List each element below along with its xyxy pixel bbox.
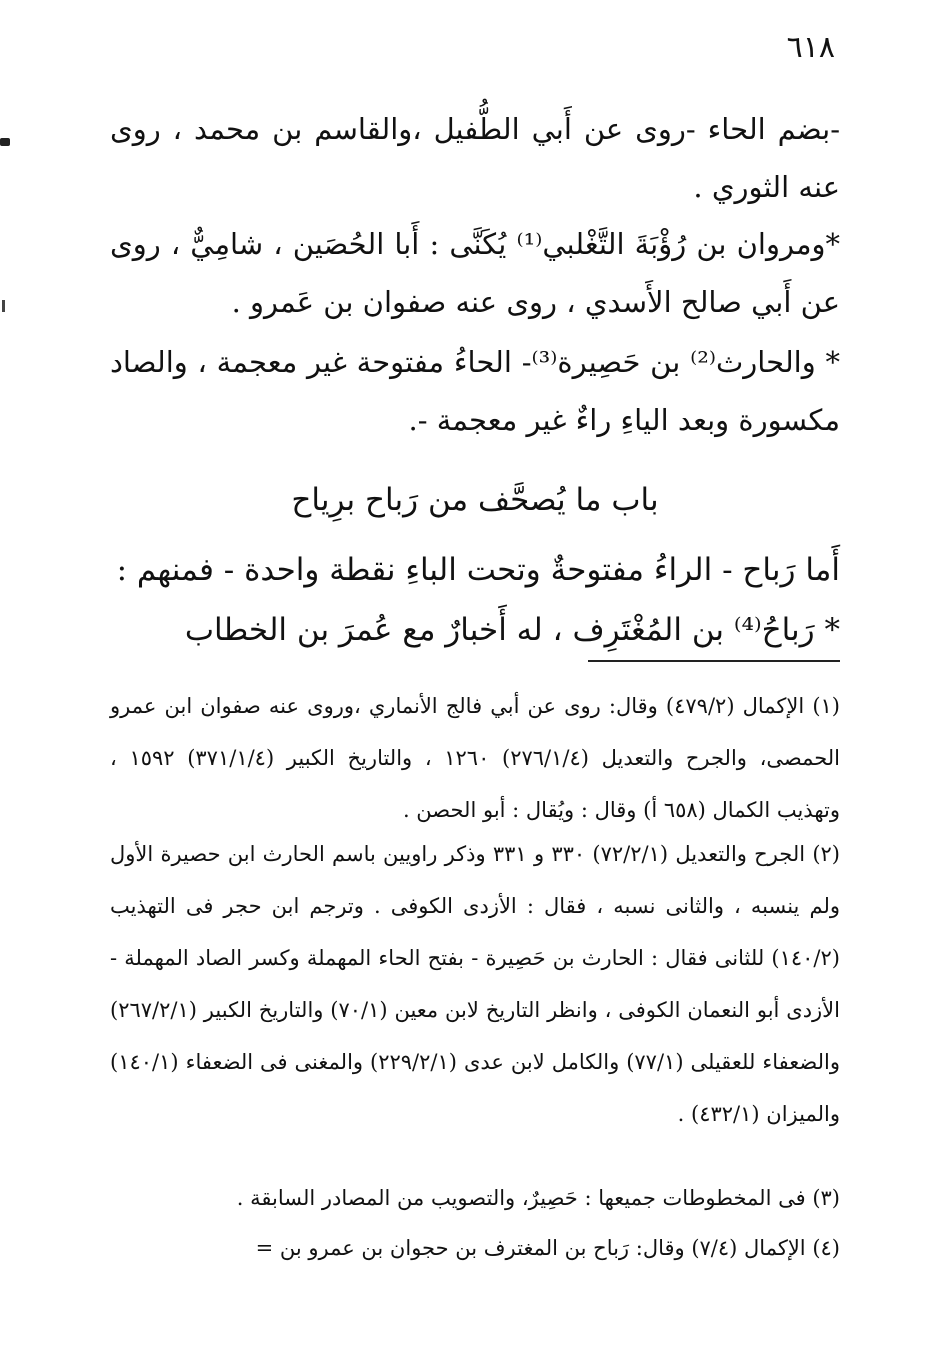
footnote-1 <box>110 680 840 836</box>
body-paragraph-1 <box>110 100 840 216</box>
paragraph-text: -بضم الحاء -روى عن أَبي الطُّفيل ،والقاسم بن محمد ، روى عنه الثوري . <box>110 112 840 204</box>
footnote-text: (٣) فى المخطوطات جميعها : حَصِيرٌ، والتصويب من المصادر السابقة . <box>236 1186 840 1210</box>
footnote-text: (١) الإكمال (٤٧٩/٢) وقال: روى عن أبي فالج الأنماري ،وروى عنه صفوان ابن عمرو الحمصى، والجرح والتعديل (٢٧٦/١/٤) ١٢٦٠ ، والتاريخ الكبير (٣٧١/١/٤) ١٥٩٢ ، وتهذيب الكمال (٦٥٨ أ) وقال : ويُقال : أبو الحصن . <box>110 694 841 822</box>
footnote-2 <box>110 828 840 1140</box>
footnote-text: (٢) الجرح والتعديل (٧٢/٢/١) ٣٣٠ و ٣٣١ وذكر راويين باسم الحارث ابن حصيرة الأول ولم ينسبه ، والثانى نسبه ، فقال : الأزدى الكوفى . وترجم ابن حجر فى التهذيب (١٤٠/٢) للثانى فقال : الحارث بن حَصِيرة - بفتح الحاء المهملة وكسر الصاد المهملة - الأزدى أبو النعمان الكوفى ، وانظر التاريخ لابن معين (٧٠/١) والتاريخ الكبير (٢٦٧/٢/١) والضعفاء للعقيلى (٧٧/١) والكامل لابن عدى (٢٢٩/٢/١) والمغنى فى الضعفاء (١٤٠/١) والميزان (٤٣٢/١) . <box>110 842 840 1126</box>
paragraph-line: * رَباحُ⁽⁴⁾ بن المُغْتَرِف ، له أَخبارٌ مع عُمرَ بن الخطاب <box>184 612 840 648</box>
body-paragraph-2 <box>110 215 840 331</box>
footnote-text: (٤) الإكمال (٧/٤) وقال: رَباح بن المغترف بن حجوان بن عمرو بن = <box>255 1236 840 1260</box>
footnote-3 <box>110 1172 840 1224</box>
page-number: ٦١٨ <box>786 30 835 65</box>
paragraph-line: أَما رَباح - الراءُ مفتوحةٌ وتحت الباءِ نقطة واحدة - فمنهم : <box>116 552 840 588</box>
footnote-separator <box>588 660 840 662</box>
paragraph-text: * والحارث⁽²⁾ بن حَصِيرة⁽³⁾- الحاءُ مفتوحة غير معجمة ، والصاد مكسورة وبعد الياءِ راءٌ غير معجمة -. <box>110 345 840 437</box>
body-paragraph-3 <box>110 333 840 449</box>
margin-mark <box>0 138 10 146</box>
paragraph-text: *ومروان بن رُؤْبَةَ التَّغْلبي⁽¹⁾ يُكَنَّى : أَبا الحُصَين ، شامِيٌّ ، روى عن أَبي صالح الأَسدي ، روى عنه صفوان بن عَمرو . <box>110 227 841 319</box>
body-paragraph-4 <box>110 540 840 660</box>
margin-tick <box>2 300 5 312</box>
footnote-4 <box>110 1222 840 1274</box>
section-heading: باب ما يُصحَّف من رَباح برِياح <box>291 482 659 518</box>
